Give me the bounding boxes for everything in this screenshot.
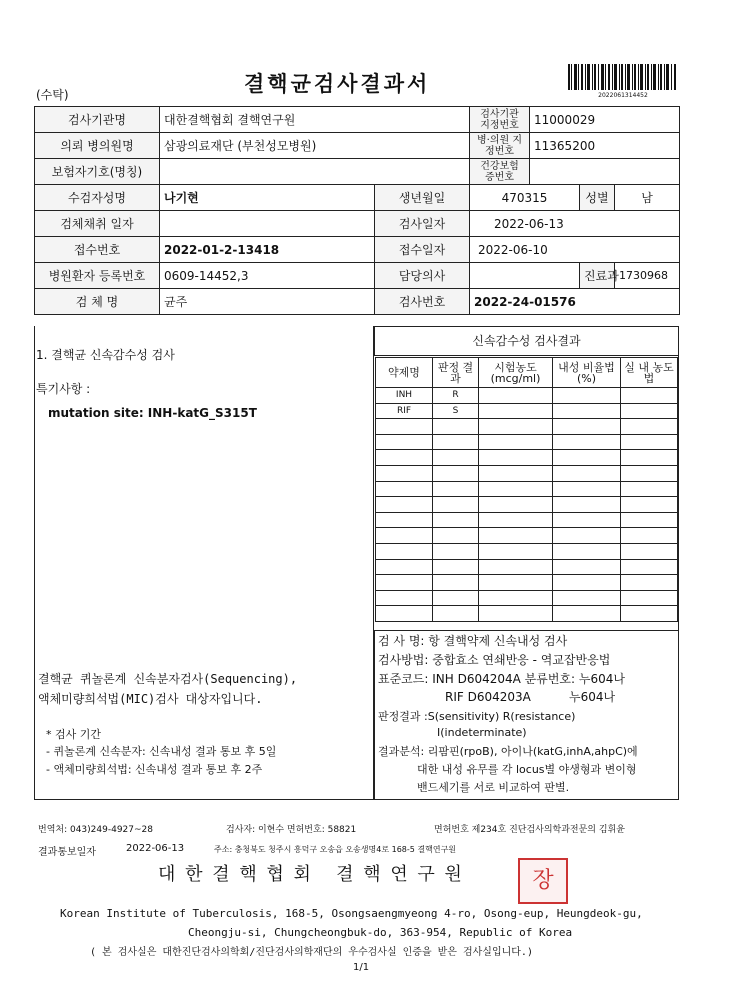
doctor-label: 담당의사 — [375, 263, 470, 289]
sex-value: 남 — [615, 185, 680, 211]
drug-name: RIF — [376, 403, 433, 419]
drug-result: R — [433, 388, 479, 404]
lab-value: 대한결핵협회 결핵연구원 — [160, 107, 470, 133]
method-info-box — [374, 630, 679, 800]
test-no-value: 2022-24-01576 — [470, 289, 680, 315]
requester-no-value: 11365200 — [530, 133, 680, 159]
address-korean: 주소: 충청북도 청주시 흥덕구 오송읍 오송생명4로 168-5 결핵연구원 — [214, 845, 457, 854]
footer-director: 면허번호 제234호 진단검사의학과전문의 김휘윤 — [434, 825, 625, 835]
test-date-value: 2022-06-13 — [470, 211, 680, 237]
specimen-value: 균주 — [160, 289, 375, 315]
requester-value: 삼광의료재단 (부천성모병원) — [160, 133, 470, 159]
insurer-label: 보험자기호(명칭) — [35, 159, 160, 185]
test-name: 1. 결핵균 신속감수성 검사 — [36, 348, 175, 362]
certification-note: ( 본 검사실은 대한진단검사의학회/진단검사의학재단의 우수검사실 인증을 받은 검사실입니다.) — [90, 947, 533, 958]
specimen-label: 검 체 명 — [35, 289, 160, 315]
dob-label: 생년월일 — [375, 185, 470, 211]
col-mic: 실 내 농도법 — [621, 358, 678, 388]
patient-value: 나기현 — [160, 185, 375, 211]
mutation-site: mutation site: INH-katG_S315T — [48, 406, 257, 420]
collect-date-label: 검체채취 일자 — [35, 211, 160, 237]
method-code-2: RIF D604203A 누604나 — [445, 690, 616, 704]
col-judgement: 판정 결과 — [433, 358, 479, 388]
drug-results-table — [375, 357, 678, 622]
remarks-label: 특기사항 : — [36, 382, 91, 396]
lab-no-label: 검사기관 지정번호 — [470, 107, 530, 133]
drug-name: INH — [376, 388, 433, 404]
note-line-2: 액체미량희석법(MIC)검사 대상자입니다. — [38, 692, 263, 706]
period-line-2: - 액체미량희석법: 신속내성 결과 통보 후 2주 — [46, 763, 263, 776]
hospital-id-value: 0609-14452,3 — [160, 263, 375, 289]
col-drug: 약제명 — [376, 358, 433, 388]
analysis-line-1: 결과분석: 리팜핀(rpoB), 아이나(katG,inhA,ahpC)에 — [378, 745, 638, 758]
receipt-date-value: 2022-06-10 — [470, 237, 680, 263]
drug-result: S — [433, 403, 479, 419]
judgement-line-1: 판정결과 :S(sensitivity) R(resistance) — [378, 710, 576, 723]
report-date: 2022-06-13 — [126, 843, 185, 854]
test-date-label: 검사일자 — [375, 211, 470, 237]
method-code-1: 표준코드: INH D604204A 분류번호: 누604나 — [378, 672, 625, 686]
footer-phone: 번역처: 043)249-4927~28 — [38, 825, 153, 835]
doctor-value — [470, 263, 580, 289]
lab-no-value: 11000029 — [530, 107, 680, 133]
table-row — [376, 388, 678, 404]
barcode-icon — [568, 64, 678, 90]
patient-info-table — [34, 106, 680, 315]
col-ratio: 내성 비율법(%) — [553, 358, 621, 388]
page-title: 결핵균검사결과서 — [244, 72, 431, 96]
requester-no-label: 병·의원 지정번호 — [470, 133, 530, 159]
method-name: 검 사 명: 항 결핵약제 신속내성 검사 — [378, 634, 568, 648]
dept-label: 진료과 — [580, 263, 615, 289]
table-row — [376, 403, 678, 419]
receipt-date-label: 접수일자 — [375, 237, 470, 263]
dept-value: 1730968 — [615, 263, 680, 289]
period-title: * 검사 기간 — [46, 728, 101, 741]
results-title-box — [374, 326, 679, 356]
col-concentration: 시험농도 (mcg/ml) — [479, 358, 553, 388]
official-seal — [518, 858, 568, 904]
lab-label: 검사기관명 — [35, 107, 160, 133]
address-english-1: Korean Institute of Tuberculosis, 168-5, Osongsaengmyeong 4-ro, Osong-eup, Heungdeok-gu, — [60, 907, 643, 920]
sex-label: 성별 — [580, 185, 615, 211]
note-line-1: 결핵균 퀴놀론계 신속분자검사(Sequencing), — [38, 672, 298, 686]
analysis-line-2: 대한 내성 유무를 각 locus별 야생형과 변이형 — [417, 763, 637, 776]
address-english-2: Cheongju-si, Chungcheongbuk-do, 363-954, Republic of Korea — [188, 926, 573, 939]
test-no-label: 검사번호 — [375, 289, 470, 315]
period-line-1: - 퀴놀론계 신속분자: 신속내성 결과 통보 후 5일 — [46, 745, 277, 758]
patient-label: 수검자성명 — [35, 185, 160, 211]
insurance-no-value — [530, 159, 680, 185]
collect-date-value — [160, 211, 375, 237]
insurance-no-label: 건강보험 증번호 — [470, 159, 530, 185]
accession-label: 접수번호 — [35, 237, 160, 263]
receipt-tag: (수탁) — [36, 88, 69, 102]
seal-text: 장 — [532, 868, 554, 893]
results-title: 신속감수성 검사결과 — [472, 334, 581, 348]
insurer-value — [160, 159, 470, 185]
institute-name: 대 한 결 핵 협 회 결 핵 연 구 원 — [158, 864, 464, 885]
requester-label: 의뢰 병의원명 — [35, 133, 160, 159]
page-number: 1/1 — [353, 962, 370, 973]
barcode-number: 2022061314452 — [598, 92, 648, 99]
analysis-line-3: 밴드세기를 서로 비교하여 판별. — [417, 781, 570, 794]
footer-inspector: 검사자: 이현수 면허번호: 58821 — [226, 825, 357, 835]
method-procedure: 검사방법: 중합효소 연쇄반응 - 역교잡반응법 — [378, 653, 611, 667]
dob-value: 470315 — [470, 185, 580, 211]
hospital-id-label: 병원환자 등록번호 — [35, 263, 160, 289]
report-date-label: 결과통보일자 — [38, 847, 96, 858]
barcode — [568, 64, 678, 99]
accession-value: 2022-01-2-13418 — [160, 237, 375, 263]
judgement-line-2: I(indeterminate) — [437, 726, 527, 739]
